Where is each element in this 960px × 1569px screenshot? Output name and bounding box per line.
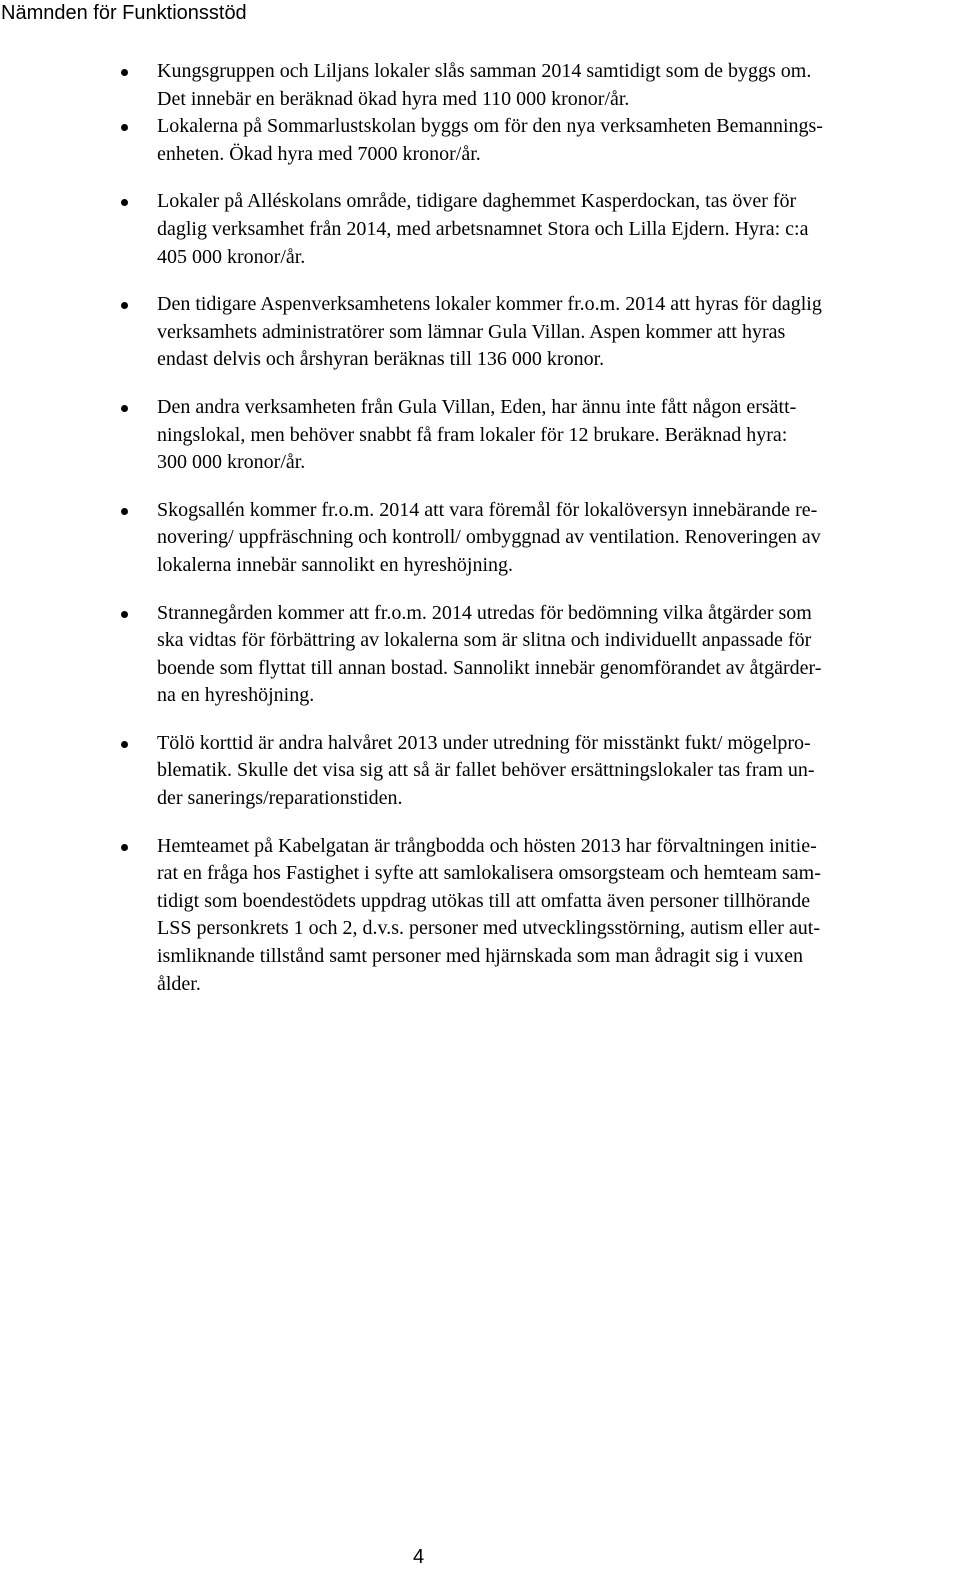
bullet-item bbox=[0, 833, 960, 999]
bullet-text bbox=[157, 291, 960, 374]
text-line: lokalerna innebär sannolikt en hyreshöjning. bbox=[157, 553, 514, 576]
text-line: Den tidigare Aspenverksamhetens lokaler kommer fr.o.m. 2014 att hyras för daglig bbox=[157, 293, 822, 316]
text-line: Strannegården kommer att fr.o.m. 2014 utredas för bedömning vilka åtgärder som bbox=[157, 601, 812, 624]
text-line: der sanerings/reparationstiden. bbox=[157, 787, 403, 810]
bullet-text bbox=[157, 600, 960, 710]
bullet-dot-icon bbox=[121, 405, 128, 412]
text-line: novering/ uppfräschning och kontroll/ ombyggnad av ventilation. Renoveringen av bbox=[157, 526, 821, 549]
text-line: 300 000 kronor/år. bbox=[157, 451, 306, 474]
bullet-item bbox=[0, 730, 960, 813]
text-line: Lokalerna på Sommarlustskolan byggs om för den nya verksamheten Bemannings- bbox=[157, 115, 823, 138]
bullet-item bbox=[0, 497, 960, 580]
text-line: boende som flyttat till annan bostad. Sannolikt innebär genomförandet av åtgärder- bbox=[157, 656, 822, 679]
bullet-dot-icon bbox=[121, 199, 128, 206]
text-line: ålder. bbox=[157, 972, 201, 995]
text-line: enheten. Ökad hyra med 7000 kronor/år. bbox=[157, 142, 481, 165]
bullet-dot-icon bbox=[121, 124, 128, 131]
text-line: Skogsallén kommer fr.o.m. 2014 att vara föremål för lokalöversyn innebärande re- bbox=[157, 498, 818, 521]
bullet-text bbox=[157, 394, 960, 477]
text-line: verksamhets administratörer som lämnar Gula Villan. Aspen kommer att hyras bbox=[157, 320, 786, 343]
bullet-text bbox=[157, 730, 960, 813]
bullet-dot-icon bbox=[121, 844, 128, 851]
text-line: Det innebär en beräknad ökad hyra med 110 000 kronor/år. bbox=[157, 87, 630, 110]
page-number: 4 bbox=[413, 1546, 425, 1568]
bullet-text bbox=[157, 58, 960, 113]
bullet-item bbox=[0, 600, 960, 710]
text-line: rat en fråga hos Fastighet i syfte att samlokalisera omsorgsteam och hemteam sam- bbox=[157, 862, 821, 885]
bullet-item bbox=[0, 291, 960, 374]
document-header-title: Nämnden för Funktionsstöd bbox=[1, 2, 247, 24]
bullet-text bbox=[157, 188, 960, 271]
bullet-item bbox=[0, 188, 960, 271]
text-line: blematik. Skulle det visa sig att så är fallet behöver ersättningslokaler tas fram un- bbox=[157, 759, 815, 782]
bullet-item bbox=[0, 58, 960, 113]
bullet-dot-icon bbox=[121, 741, 128, 748]
text-line: LSS personkrets 1 och 2, d.v.s. personer med utvecklingsstörning, autism eller aut- bbox=[157, 917, 821, 940]
bullet-dot-icon bbox=[121, 508, 128, 515]
text-line: ska vidtas för förbättring av lokalerna som är slitna och individuellt anpassade för bbox=[157, 629, 812, 652]
text-line: Lokaler på Alléskolans område, tidigare daghemmet Kasperdockan, tas över för bbox=[157, 190, 797, 213]
bullet-item bbox=[0, 394, 960, 477]
text-line: daglig verksamhet från 2014, med arbetsnamnet Stora och Lilla Ejdern. Hyra: c:a bbox=[157, 217, 809, 240]
text-line: 405 000 kronor/år. bbox=[157, 245, 306, 268]
text-line: tidigt som boendestödets uppdrag utökas till att omfatta även personer tillhörande bbox=[157, 889, 811, 912]
bullet-list bbox=[0, 58, 960, 1018]
text-line: Kungsgruppen och Liljans lokaler slås samman 2014 samtidigt som de byggs om. bbox=[157, 60, 812, 82]
bullet-dot-icon bbox=[121, 611, 128, 618]
text-line: Hemteamet på Kabelgatan är trångbodda och hösten 2013 har förvaltningen initie- bbox=[157, 834, 817, 857]
text-line: na en hyreshöjning. bbox=[157, 684, 315, 707]
bullet-item bbox=[0, 113, 960, 168]
bullet-text bbox=[157, 113, 960, 168]
bullet-text bbox=[157, 833, 960, 999]
text-line: ismliknande tillstånd samt personer med hjärnskada som man ådragit sig i vuxen bbox=[157, 945, 803, 968]
bullet-dot-icon bbox=[121, 69, 128, 76]
bullet-text bbox=[157, 497, 960, 580]
text-line: endast delvis och årshyran beräknas till 136 000 kronor. bbox=[157, 348, 605, 371]
text-line: Den andra verksamheten från Gula Villan, Eden, har ännu inte fått någon ersätt- bbox=[157, 395, 797, 418]
bullet-dot-icon bbox=[121, 302, 128, 309]
text-line: Tölö korttid är andra halvåret 2013 under utredning för misstänkt fukt/ mögelpro- bbox=[157, 731, 811, 754]
text-line: ningslokal, men behöver snabbt få fram lokaler för 12 brukare. Beräknad hyra: bbox=[157, 423, 788, 446]
